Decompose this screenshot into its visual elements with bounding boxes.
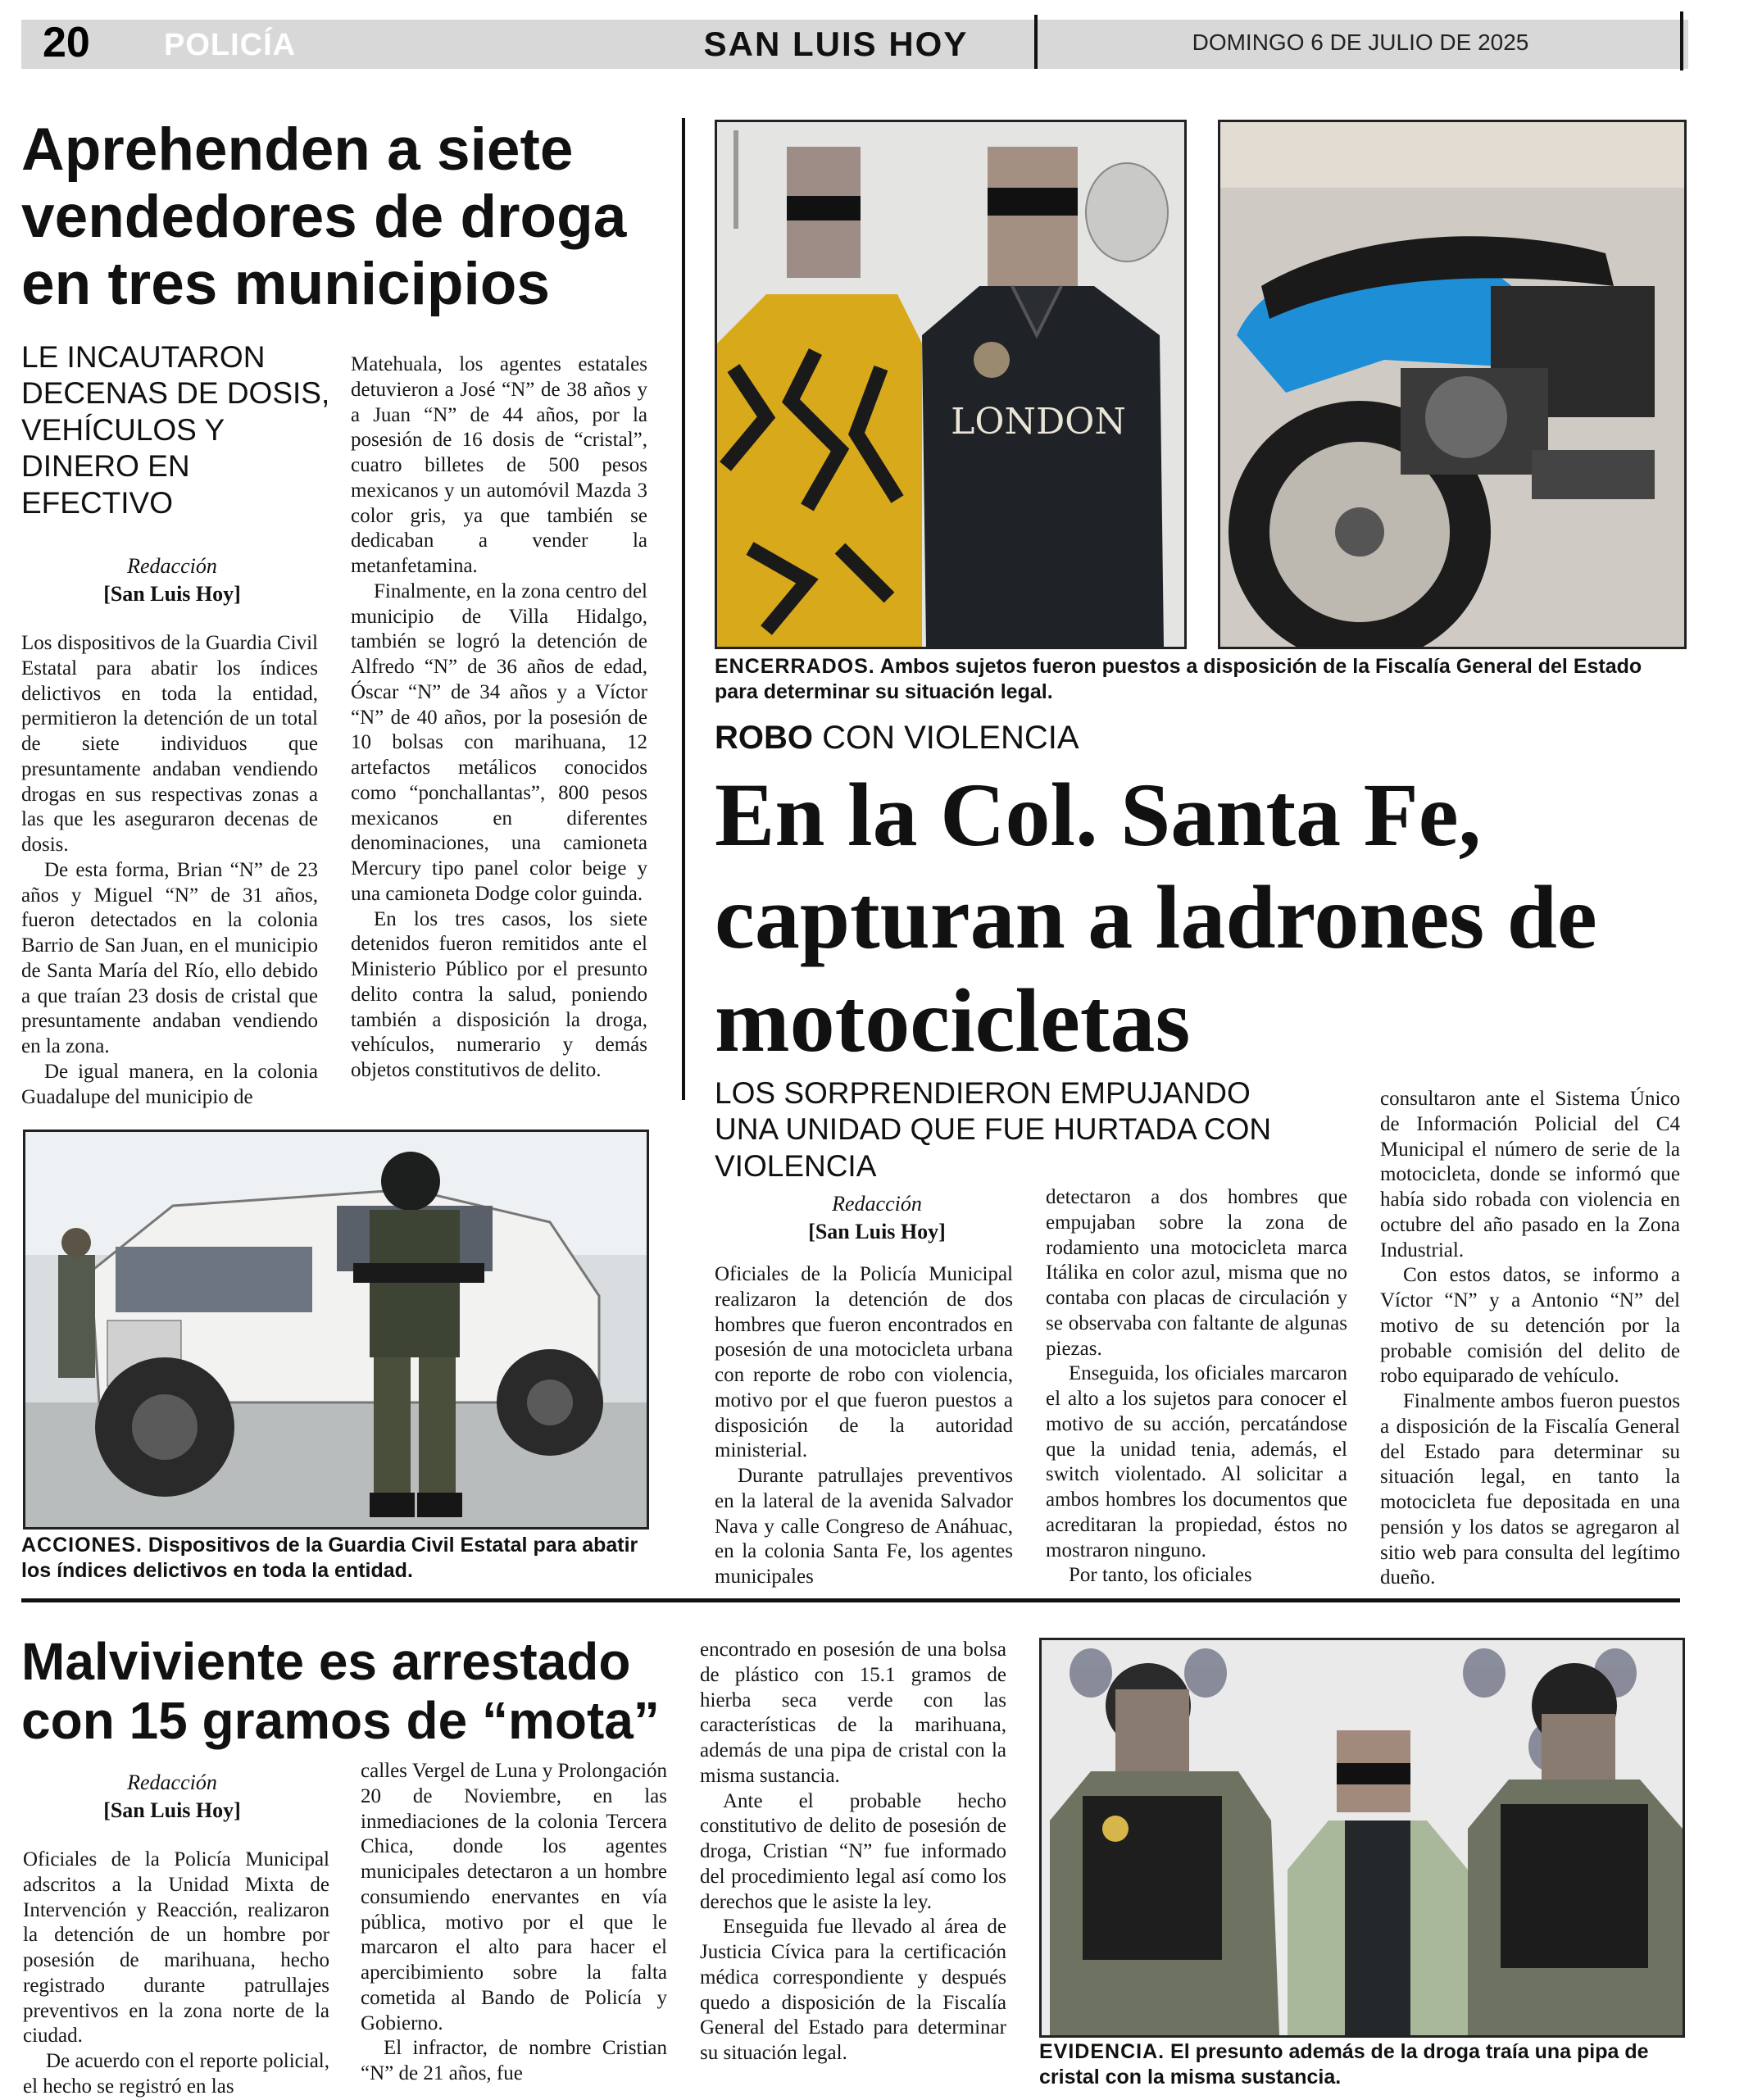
story2-photo-caption [715,654,1682,706]
story3-byline [49,1769,295,1825]
paragraph: Enseguida, los oficiales marcaron el alto a los sujetos para conocer el motivo de su acción, percatándose que la unidad tenia, además, el switch violentado. Al solicitar a ambos hombres los documentos que acreditaran la propiedad, éstos no mostraron ninguno. [1046,1362,1347,1561]
story3-caption [1039,2039,1687,2091]
column-divider [682,118,685,1100]
paragraph: Los dispositivos de la Guardia Civil Estatal para abatir los índices delictivos en toda la entidad, permitieron la detención de un total de siete individuos que presuntamente andaban vendiendo drogas en sus respectivas zonas a las que les aseguraron decenas de dosis. [21,632,318,856]
shirt-text: LONDON [951,401,1126,443]
story3-column-2 [361,1759,667,2087]
byline-author: Redacción [127,554,217,578]
byline-author: Redacción [127,1770,217,1794]
caption-text: Dispositivos de la Guardia Civil Estatal para abatir los índices delictivos en toda la entidad. [21,1534,638,1583]
issue-date: DOMINGO 6 DE JULIO DE 2025 [1192,30,1529,55]
paragraph: detectaron a dos hombres que empujaban sobre la zona de rodamiento una motocicleta marca Itálika en color azul, misma que no contaba con placas de circulación y se observaba con faltante de algunas piezas. [1046,1186,1347,1360]
paragraph: Durante patrullajes preventivos en la lateral de la avenida Salvador Nava y calle Congreso de Anáhuac, en la colonia Santa Fe, los agentes municipales [715,1465,1013,1588]
caption-text: El presunto además de la droga traía una pipa de cristal con la misma sustancia. [1039,2040,1649,2089]
story2-byline [754,1190,1000,1246]
header-right-rule [1680,11,1683,70]
story1-column-1 [21,631,318,1110]
byline-outlet: [San Luis Hoy] [103,1798,241,1822]
paragraph: De esta forma, Brian “N” de 23 años y Miguel “N” de 31 años, fueron detectados en la colonia Barrio de San Juan, en el municipio de Santa María del Río, ello debido a que traían 23 dosis de cristal que presuntamente andaban vendiendo en la zona. [21,858,318,1057]
guard-truck-photo [23,1130,649,1530]
story1-headline: Aprehenden a siete vendedores de droga en tres municipios [21,116,627,317]
paragraph: En los tres casos, los siete detenidos fueron remitidos ante el Ministerio Público por el presunto delito contra la salud, poniendo también a disposición la droga, vehículos, numerario y demás objetos constitutivos de delito. [351,907,647,1081]
story3-headline: Malviviente es arrestado con 15 gramos de “mota” [21,1632,660,1750]
paragraph: Matehuala, los agentes estatales detuvieron a José “N” de 38 años y a Juan “N” de 44 años, por la posesión de 16 dosis de “cristal”, cuatro billetes de 500 pesos mexicanos y un automóvil Mazda 3 color gris, ya que también se dedicaban a vender la metanfetamina. [351,353,647,577]
kicker-rest: CON VIOLENCIA [813,720,1079,756]
header-divider [1034,15,1038,69]
detainee-officers-photo [1039,1638,1685,2038]
paragraph: Con estos datos, se informo a Víctor “N” y a Antonio “N” del motivo de su detención por la probable comisión del delito de robo equiparado de vehículo. [1380,1264,1680,1388]
newspaper-name: SAN LUIS HOY [703,25,969,63]
story2-deck: LOS SORPRENDIERON EMPUJANDO UNA UNIDAD QUE FUE HURTADA CON VIOLENCIA [715,1076,1272,1183]
paragraph: Enseguida fue llevado al área de Justicia Cívica para la certificación médica correspondiente y después quedo a disposición de la Fiscalía General del Estado para determinar su situación legal. [700,1916,1006,2064]
byline-author: Redacción [832,1192,922,1216]
byline-outlet: [San Luis Hoy] [103,581,241,606]
section-divider [21,1598,1680,1602]
byline-outlet: [San Luis Hoy] [808,1219,946,1243]
caption-label: ACCIONES. [21,1534,143,1557]
story1-deck: LE INCAUTARON DECENAS DE DOSIS, VEHÍCULOS Y DINERO EN EFECTIVO [21,340,330,520]
story3-column-3 [700,1638,1006,2066]
story1-byline [49,552,295,608]
paragraph: Finalmente ambos fueron puestos a disposición de la Fiscalía General del Estado para determinar su situación legal, en tanto la motocicleta fue depositada en una pensión y los datos se agregaron al sitio web para consulta del legítimo dueño. [1380,1390,1680,1589]
caption-label: EVIDENCIA. [1039,2040,1165,2063]
paragraph: Oficiales de la Policía Municipal realizaron la detención de dos hombres que fueron encontrados en posesión de una motocicleta urbana con reporte de robo con violencia, motivo por el que fueron puestos a disposición de la autoridad ministerial. [715,1263,1013,1462]
paragraph: De acuerdo con el reporte policial, el hecho se registró en las [23,2050,329,2098]
story2-column-1 [715,1262,1013,1590]
paragraph: calles Vergel de Luna y Prolongación 20 de Noviembre, en las inmediaciones de la colonia Tercera Chica, donde los agentes municipales detectaron a un hombre consumiendo enervantes en vía pública, motivo por el que le marcaron el alto para hacer el apercibimiento sobre la falta cometida al Bando de Policía y Gobierno. [361,1760,667,2034]
paragraph: Ante el probable hecho constitutivo de delito de posesión de droga, Cristian “N” fue informado del procedimiento legal así como los derechos que le asiste la ley. [700,1789,1006,1913]
story3-column-1 [23,1848,329,2100]
story2-headline: En la Col. Santa Fe, capturan a ladrones de motocicletas [715,765,1597,1070]
kicker-bold: ROBO [715,720,813,756]
story1-column-2 [351,352,647,1084]
detainees-photo [715,120,1187,649]
paragraph: Oficiales de la Policía Municipal adscritos a la Unidad Mixta de Intervención y Reacción, realizaron la detención de un hombre por posesión de marihuana, hecho registrado durante patrullajes preventivos en la zona norte de la ciudad. [23,1848,329,2048]
paragraph: encontrado en posesión de una bolsa de plástico con 15.1 gramos de hierba seca verde con las características de la marihuana, además de una pipa de cristal con la misma sustancia. [700,1639,1006,1787]
caption-label: ENCERRADOS. [715,655,875,678]
paragraph: Finalmente, en la zona centro del municipio de Villa Hidalgo, también se logró la detención de Alfredo “N” de 36 años de edad, Óscar “N” de 34 años y a Víctor “N” de 40 años, por la posesión de 10 bolsas con marihuana, 12 artefactos metálicos conocidos como “ponchallantas”, 800 pesos mexicanos en diferentes denominaciones, una camioneta Mercury tipo panel color beige y una camioneta Dodge color guinda. [351,580,647,905]
paragraph: De igual manera, en la colonia Guadalupe del municipio de [21,1060,318,1108]
section-name: POLICÍA [164,28,297,62]
story1-caption [21,1533,661,1584]
page-number: 20 [43,19,90,66]
story2-kicker [715,720,1370,757]
paragraph: Por tanto, los oficiales [1069,1564,1252,1587]
motorcycle-photo [1218,120,1687,649]
story2-column-3 [1380,1087,1680,1591]
paragraph: consultaron ante el Sistema Único de Información Policial del C4 Municipal el número de serie de la motocicleta, donde se informó que había sido robada con violencia en octubre del año pasado en la Zona Industrial. [1380,1088,1680,1261]
caption-text: Ambos sujetos fueron puestos a disposición de la Fiscalía General del Estado para determinar su situación legal. [715,655,1642,704]
story2-column-2 [1046,1185,1347,1589]
paragraph: El infractor, de nombre Cristian “N” de 21 años, fue [361,2037,667,2084]
